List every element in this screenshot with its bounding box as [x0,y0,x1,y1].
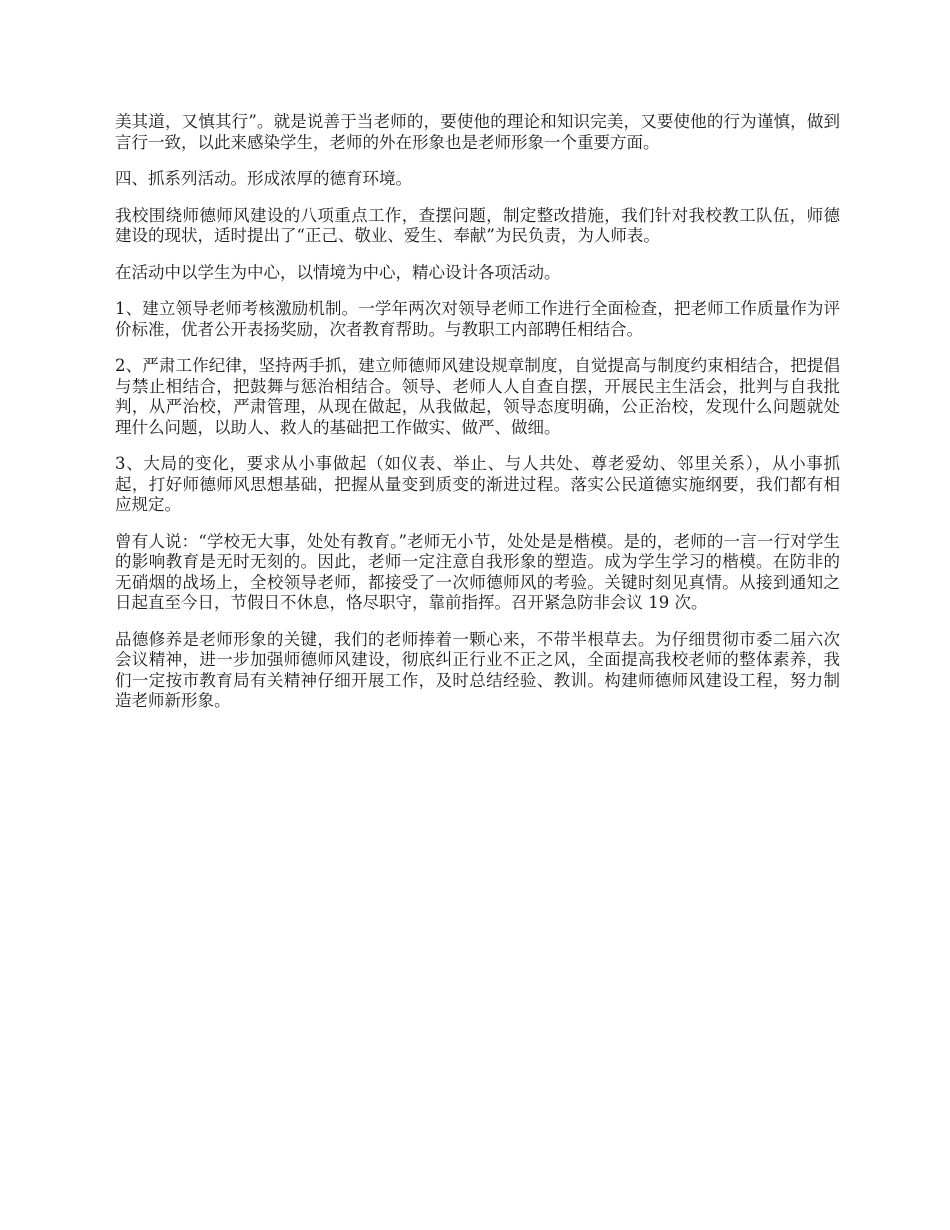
paragraph-3: 我校围绕师德师风建设的八项重点工作，查摆问题，制定整改措施，我们针对我校教工队伍，师德建设的现状，适时提出了“正己、敬业、爱生、奉献”为民负责，为人师表。 [115,205,840,245]
paragraph-6: 2、严肃工作纪律，坚持两手抓，建立师德师风建设规章制度，自觉提高与制度约束相结合，把提倡与禁止相结合，把鼓舞与惩治相结合。领导、老师人人自查自摆，开展民主生活会，批判与自我批判，从严治校，严肃管理，从现在做起，从我做起，领导态度明确，公正治校，发现什么问题就处理什么问题，以助人、救人的基础把工作做实、做严、做细。 [115,356,840,437]
document-body [115,112,840,728]
paragraph-2-heading: 四、抓系列活动。形成浓厚的德育环境。 [115,169,412,188]
paragraph-8: 曾有人说：“学校无大事，处处有教育。”老师无小节，处处是是楷模。是的，老师的一言一行对学生的影响教育是无时无刻的。因此，老师一定注意自我形象的塑造。成为学生学习的楷模。在防非的无硝烟的战场上，全校领导老师，都接受了一次师德师风的考验。关键时刻见真情。从接到通知之日起直至今日，节假日不休息，恪尽职守，靠前指挥。召开紧急防非会议 19 次。 [115,531,840,612]
paragraph-9: 品德修养是老师形象的关键，我们的老师捧着一颗心来，不带半根草去。为仔细贯彻市委二届六次会议精神，进一步加强师德师风建设，彻底纠正行业不正之风，全面提高我校老师的整体素养，我们一定按市教育局有关精神仔细开展工作，及时总结经验、教训。构建师德师风建设工程，努力制造老师新形象。 [115,629,840,710]
paragraph-4: 在活动中以学生为中心，以情境为中心，精心设计各项活动。 [115,262,561,282]
paragraph-5: 1、建立领导老师考核激励机制。一学年两次对领导老师工作进行全面检查，把老师工作质量作为评价标准，优者公开表扬奖励，次者教育帮助。与教职工内部聘任相结合。 [115,299,840,339]
paragraph-1: 美其道，又慎其行”。就是说善于当老师的，要使他的理论和知识完美，又要使他的行为谨慎，做到言行一致，以此来感染学生，老师的外在形象也是老师形象一个重要方面。 [115,112,840,152]
paragraph-7: 3、大局的变化，要求从小事做起（如仪表、举止、与人共处、尊老爱幼、邻里关系），从小事抓起，打好师德师风思想基础，把握从量变到质变的渐进过程。落实公民道德实施纲要，我们都有相应规定。 [115,454,840,514]
